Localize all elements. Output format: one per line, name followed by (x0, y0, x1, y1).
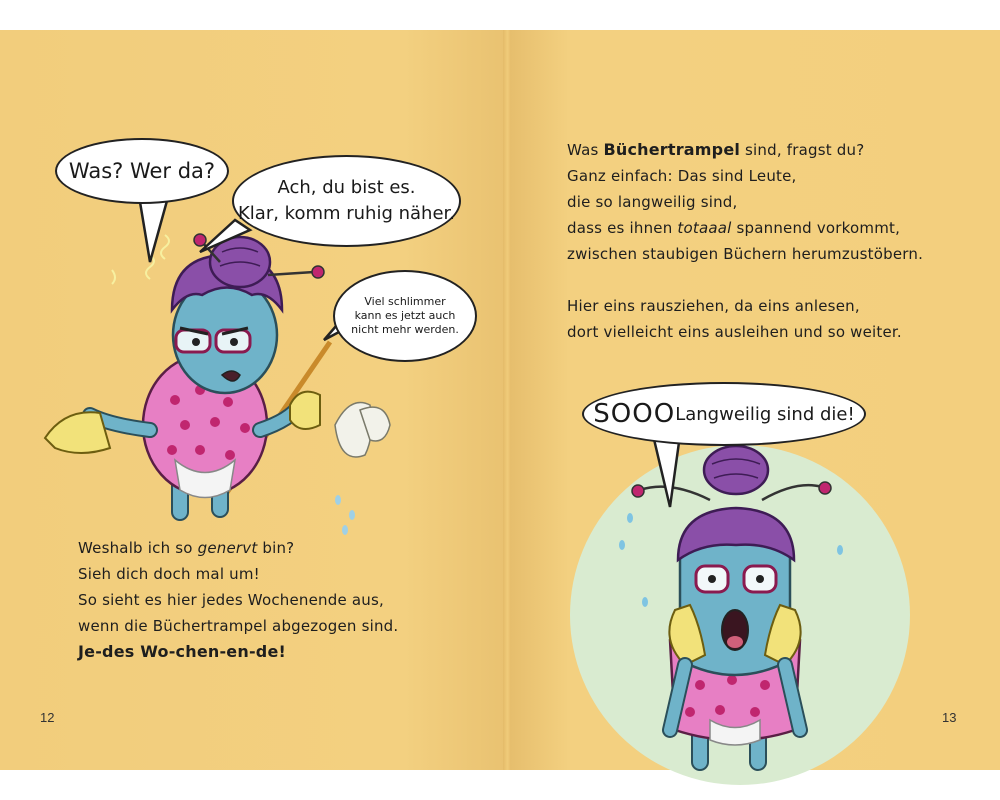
book-spread (0, 30, 1000, 770)
bubble-text-viel-line2: kann es jetzt auch (354, 309, 456, 322)
text-emphasis: totaaal (677, 219, 732, 237)
text-line-6: Hier eins rausziehen, da eins anlesen, (567, 297, 860, 315)
text-line-1 (78, 535, 398, 561)
page-number-right: 13 (942, 710, 957, 725)
text-segment: dass es ihnen (567, 219, 678, 237)
text-line-5: zwischen staubigen Büchern herumzustöbern. (567, 245, 924, 263)
bubble-text-ach-line1: Ach, du bist es. (277, 177, 416, 198)
speech-bubble-viel (333, 270, 477, 362)
page-number-left: 12 (40, 710, 55, 725)
text-line-2: Sieh dich doch mal um! (78, 565, 260, 583)
text-line-7: dort vielleicht eins ausleihen und so weiter. (567, 323, 902, 341)
text-segment: Weshalb ich so (78, 539, 198, 557)
text-segment: spannend vorkommt, (731, 219, 901, 237)
bubble-tail-sooo (648, 435, 688, 515)
text-line-3: die so langweilig sind, (567, 193, 738, 211)
text-line-3: So sieht es hier jedes Wochenende aus, (78, 591, 384, 609)
text-emphasis: genervt (197, 539, 258, 557)
bubble-text-viel-line3: nicht mehr werden. (351, 323, 459, 336)
bubble-text-sooo-emphasis: SOOO (593, 399, 676, 429)
bubble-text-wer-da: Was? Wer da? (68, 159, 216, 183)
text-line-2: Ganz einfach: Das sind Leute, (567, 167, 797, 185)
text-emphasis: Büchertrampel (603, 140, 741, 159)
left-body-text (78, 535, 398, 665)
speech-bubble-sooo (582, 382, 866, 446)
text-segment: bin? (257, 539, 295, 557)
left-page (0, 30, 505, 770)
text-segment: Was (567, 141, 604, 159)
bubble-text-ach-line2: Klar, komm ruhig näher. (237, 203, 456, 224)
text-line-4: wenn die Büchertrampel abgezogen sind. (78, 617, 399, 635)
text-segment: sind, fragst du? (740, 141, 865, 159)
speech-bubble-wer-da (55, 138, 229, 204)
right-page (510, 30, 1000, 770)
bubble-text-viel-line1: Viel schlimmer (364, 295, 446, 308)
speech-bubble-ach (232, 155, 461, 247)
bubble-text-sooo-rest: Langweilig sind die! (675, 403, 855, 425)
text-line-5: Je-des Wo-chen-en-de! (78, 642, 286, 661)
